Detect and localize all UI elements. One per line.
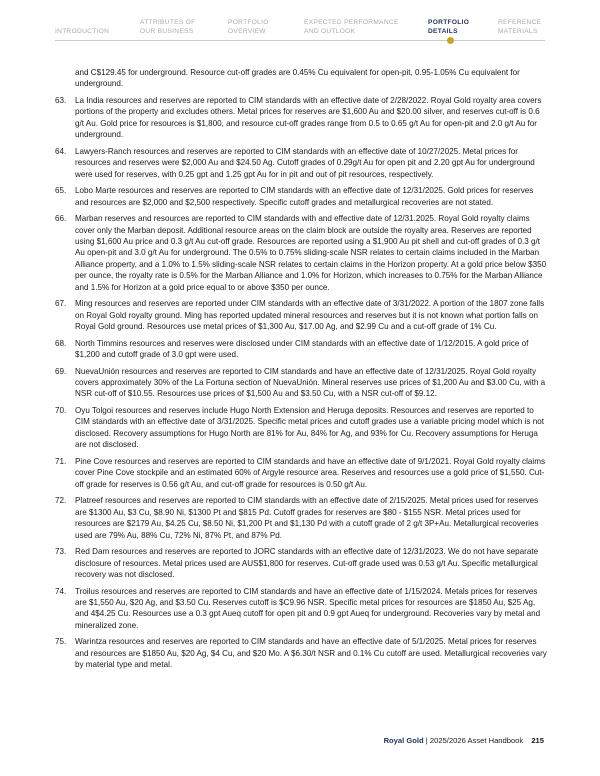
footnote-number: 74.: [55, 586, 67, 596]
footnote-number: 64.: [55, 146, 67, 156]
footnote-number: 65.: [55, 186, 67, 196]
footnote-text: Ming resources and reserves are reported under CIM standards with an effective date of 3/31/2022. A portion of the 1807 zone falls on Royal Gold royalty ground. Ming has reported updated mineral resources and reserves but it is not known what portion falls on Royal Gold ground. Resources use metal prices of $1,300 Au, $17.00 Ag, and $2.99 Cu and a cut-off grade of 1% Cu.: [75, 299, 545, 332]
footnote-text: Troilus resources and reserves are reported to CIM standards and have an effective date of 1/15/2024. Metals prices for reserves are $1,550 Au, $20 Ag, and $3.50 Cu. Reserves cutoff is $C9.96 NSR. Specific metal prices for resources are $1850 Au, $25 Ag, and 4$4.25 Cu. Resources use a 0.3 gpt Aueq cutoff for open pit and 0.9 gpt Aueq for underground. Recoveries vary by metal and mineralized zone.: [75, 586, 541, 630]
footer-brand: Royal Gold: [383, 736, 424, 745]
footnote-number: 72.: [55, 496, 67, 506]
footnote-text: Lobo Marte resources and reserves are reported to CIM standards with an effective date of 12/31/2025. Gold prices for reserves and resources are $2,000 and $2,500 respectively. Specific cutoff grades and metallurgical recoveries are not stated.: [75, 186, 534, 207]
footnote-item: [55, 366, 547, 400]
footnote-item: [55, 95, 547, 141]
footnote-text: Warintza resources and reserves are reported to CIM standards and have an effective date of 5/1/2025. Metal prices for reserves and resources are $1850 Au, $20 Ag, $4 Cu, and $20 Mo. A $6.30/t NSR and 0.1% Cu cutoff are used. Metallurgical recoveries vary by material type and metal.: [75, 637, 547, 670]
footnote-item: [55, 546, 547, 580]
footnote-number: 67.: [55, 299, 67, 309]
footnote-text: Marban reserves and resources are reported to CIM standards with and effective date of 12/31.2025. Royal Gold royalty claims cover only the Marban deposit. Additional resource areas on the claim block are outside the royalty area. Reserves are reported using $1,600 Au price and 0.3 g/t Au cut-off grade. Resources are reported using a $1,900 Au pit shell and cut-off grades of 0.3 g/t Au open-pit and 3.0 g/t Au for underground. The 0.5% to 0.75% sliding-scale NSR relates to certain claims included in the Marban Alliance property, and a 1.0% to 1.5% sliding-scale NSR relates to certain claims in the Horizon property. At a gold price below $350 per ounce, the royalty rate is 0.5% for the Marban Alliance and 1.0% for Horizon, which increases to 0.75% for the Marban Alliance and 1.5% for Horizon at a gold price equal to or above $350 per ounce.: [75, 214, 547, 292]
footnote-number: 70.: [55, 406, 67, 416]
footnote-item: [55, 185, 547, 208]
footnote-item: [55, 636, 547, 670]
footnote-number: 71.: [55, 456, 67, 466]
footnote-item: [55, 213, 547, 293]
footer-publication: 2025/2026 Asset Handbook: [429, 736, 524, 745]
nav-portfolio-details[interactable]: PORTFOLIO DETAILS: [428, 19, 470, 35]
footnote-text: North Timmins resources and reserves were disclosed under CIM standards with an effective date of 1/12/2015. A gold price of $1,200 and cutoff grade of 3.0 gpt were used.: [75, 338, 529, 360]
nav-attributes-of-our-business[interactable]: ATTRIBUTES OF OUR BUSINESS: [140, 19, 196, 35]
footnote-list: [55, 95, 547, 671]
footnote-item: [55, 495, 547, 541]
footnote-text: Pine Cove resources and reserves are reported to CIM standards and have an effective date of 9/1/2021. Royal Gold royalty claims cover Pine Cove stockpile and an estimated 60% of Argyle resource area. Reserves and resources use a gold price of $1,550. Cut-off grade for reserves is 0.56 g/t Au, and cut-off grade for resources is 0.50 g/t Au.: [75, 456, 545, 489]
nav-portfolio-overview[interactable]: PORTFOLIO OVERVIEW: [228, 19, 269, 35]
footnote-text: and C$129.45 for underground. Resource cut-off grades are 0.45% Cu equivalent for open-pit, 0.95-1.05% Cu equivalent for underground.: [75, 68, 520, 89]
nav-expected-performance-and-outlook[interactable]: EXPECTED PERFORMANCE AND OUTLOOK: [304, 19, 399, 35]
footnotes: [55, 67, 547, 676]
footnote-continuation: [55, 67, 547, 90]
nav-introduction[interactable]: INTRODUCTION: [55, 28, 110, 35]
footnote-item: [55, 338, 547, 361]
page-footer: [384, 736, 544, 745]
footnote-text: La India resources and reserves are reported to CIM standards with an effective date of 2/28/2022. Royal Gold royalty area covers portions of the property and excludes others. Metal prices for reserves are $1,600 Au and $20.00 silver, and reserves cut-off is 0.6 g/t Au. Gold price for resources is $1,800, and resource cut-off grades range from 0.5 to 0.65 g/t Au for open-pit and 2.0 g/t Au for underground.: [75, 96, 542, 140]
footnote-text: Lawyers-Ranch resources and reserves are reported to CIM standards with an effective date of 10/27/2025. Metal prices for resources and reserves were $2,000 Au and $24.50 Ag. Cutoff grades of 0.29g/t Au for open pit and 2.20 gpt Au for underground were used for reserves, with 0.25 gpt and 1.25 gpt Au for in pit and out of pit resources, respectively.: [75, 146, 535, 179]
footnote-number: 66.: [55, 214, 67, 224]
footnote-number: 69.: [55, 366, 67, 376]
footnote-number: 75.: [55, 637, 67, 647]
footnote-number: 68.: [55, 338, 67, 348]
footnote-item: [55, 586, 547, 632]
nav-reference-materials[interactable]: REFERENCE MATERIALS: [498, 19, 542, 35]
footnote-text: Red Dam resources and reserves are reported to JORC standards with an effective date of 12/31/2023. We do not have separate disclosure of resources. Metal prices used are AUS$1,800 for reserves. Cut-off grade used was 0.53 g/t Au. Specific metallurgical recovery was not disclosed.: [75, 547, 539, 579]
section-navigation: [0, 0, 600, 48]
footnote-number: 63.: [55, 96, 67, 105]
footnote-number: 73.: [55, 547, 67, 557]
footer-separator: |: [425, 736, 428, 745]
page-number: 215: [531, 736, 544, 745]
active-section-marker: [447, 37, 454, 44]
footnote-text: NuevaUnión resources and reserves are reported to CIM standards and have an effective date of 12/31/2025. Royal Gold royalty covers approximately 30% of the La Fortuna section of NuevaUnión. Mineral reserves use prices of $1,200 Au and $3.00 Cu, with a NSR cut-off of $10.55. Resources use prices of $1,500 Au and $3.50 Cu, with a NSR cut-off of $9.12.: [75, 366, 546, 399]
footnote-text: Platreef resources and reserves are reported to CIM standards with an effective date of 2/15/2025. Metal prices used for reserves are $1300 Au, $3 Cu, $8.90 Ni, $1300 Pt and $815 Pd. Cutoff grades for reserves are $80 - $155 NSR. Metal prices used for resources are $2179 Au, $4.25 Cu, $8.50 Ni, $1,200 Pt and $1,130 Pd with a cutoff grade of 2 g/t 3P+Au. Metallurgical recoveries used are 79% Au, 88% Cu, 72% Ni, 87% Pt, and 87% Pd.: [75, 496, 539, 540]
footnote-item: [55, 456, 547, 490]
footnote-item: [55, 146, 547, 180]
footnote-item: [55, 298, 547, 332]
footnote-item: [55, 405, 547, 451]
nav-divider: [55, 40, 545, 41]
footnote-text: Oyu Tolgoi resources and reserves include Hugo North Extension and Heruga deposits. Resources and reserves are reported to CIM standards with an effective date of 3/31/2025. Specific metal prices and cutoff grades use a variable pricing model which is not disclosed. Recovery assumptions for Hugo North are 81% for Au, 84% for Ag, and 93% for Cu. Recovery assumptions for Heruga are not disclosed.: [75, 406, 544, 450]
